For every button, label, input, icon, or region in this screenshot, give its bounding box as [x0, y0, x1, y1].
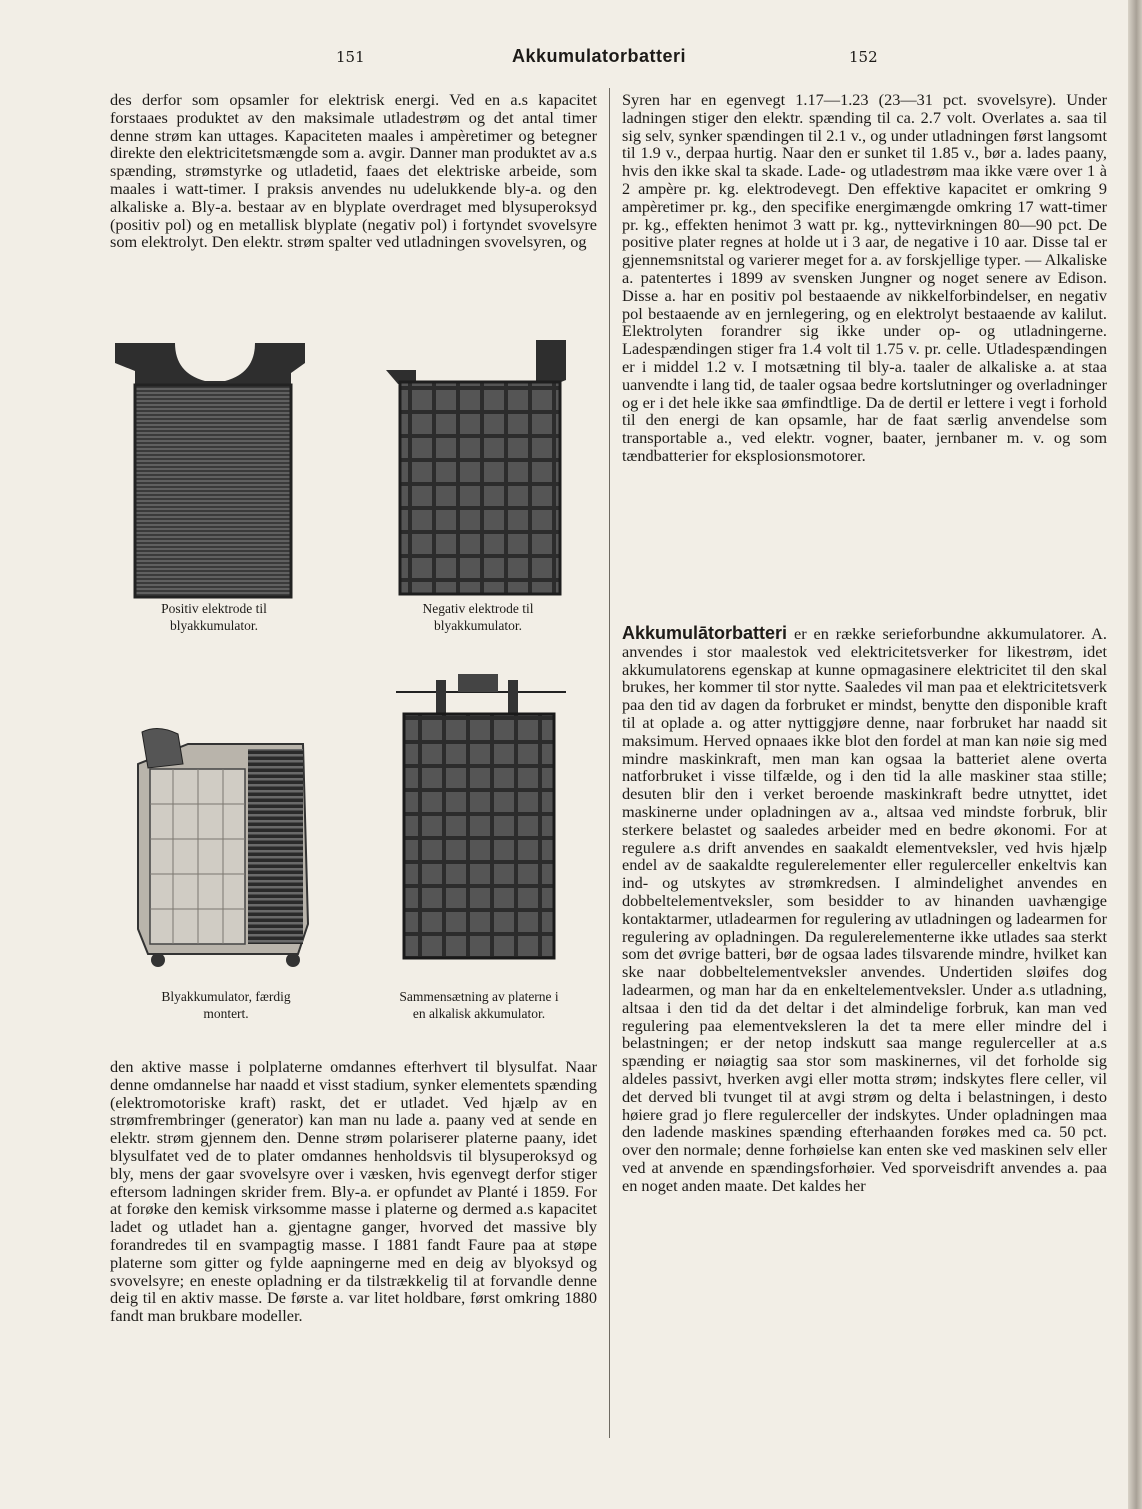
page-number-right: 152 [849, 48, 878, 66]
lead-accumulator-figure [128, 724, 328, 974]
positive-electrode-caption: Positiv elektrode til blyakkumulator. [161, 601, 267, 633]
running-title: Akkumulatorbatteri [512, 46, 687, 66]
entry-paragraph [622, 625, 1107, 1195]
alkaline-accumulator-figure [396, 670, 566, 960]
alkaline-accumulator-caption: Sammensætning av platerne i en alkalisk akkumulator. [399, 989, 559, 1021]
page-header [0, 46, 1142, 76]
entry-text: er en række serieforbundne akkumulatorer. A. anvendes i stor maalestok ved elektricitetsverker for likestrøm, idet akkumulatorens egenskap at kunne opmagasinere elektricitet til den skal brukes, her kommer til stor nytte. Saaledes vil man paa et elektricitetsverk paa den tid av dagen da forbruket er mindst, benytte den disponible kraft til at oplade a. og atter nyttiggjøre denne, naar forbruket har naadd sit maksimum. Herved opnaaes ikke blot den fordel at man kan nøie sig med mindre maskinkraft, men man kan ogsaa la batteriet alene overta natforbruket i visse tilfælde, og i den tid la alle maskiner staa stille; desuten blir den i verket beroende maskinkraft bedre utnyttet, idet maskinerne under opladningen av a., altsaa ved mindste forbruk, blir sterkere belastet og saaledes arbeider med en bedre økonomi. For at regulere a.s drift anvendes en saakaldt elementveksler, ved hvis hjælp endel av de saakaldte regulerelementer eller regulerceller enkeltvis kan ind- og utskytes av strømkredsen. I almindelighet anvendes en dobbeltelementveksler, som besidder to av hinanden uavhængige kontaktarmer, utladearmen for regulering av utladningen og ladearmen for regulering av opladningen. Da regulerelementerne ikke utlades saa sterkt som det øvrige batteri, bør de ogsaa lades tilsvarende mindre, hvilket kan ske naar dobbeltelementveksler anvendes. Undertiden sløifes dog ladearmen, og man har da en enkeltelementveksler. Under a.s utladning, altsaa i den tid da det deltar i det almindelige forbruk, kan man ved regulering paa elementveksleren la det ta mere eller mindre del i belastningen; er der netop indskutt saa mange regulerceller at a.s spænding er nøiagtig saa stor som maskinernes, vil det forholde sig aldeles passivt, hverken avgi eller motta strøm; indskytes flere celler, vil det derved bli tvunget til at avgi strøm og delta i belastningen, i desto høiere grad jo flere regulerceller der indskytes. Under opladningen maa den ladende maskines spænding efterhaanden forøkes med ca. 50 pct. over den normale; denne forhøielse kan enten ske ved maskinen selv eller ved at anvende en spændingsforhøier. Ved sporveisdrift anvendes a. paa en noget anden maate. Det kaldes her [622, 625, 1107, 1195]
left-column-top-text [110, 91, 597, 327]
lead-accumulator-caption: Blyakkumulator, færdig montert. [161, 989, 291, 1021]
entry-headword: Akkumulātorbatteri [622, 625, 788, 643]
entry-akkumulatorbatteri [622, 625, 1107, 1440]
negative-electrode-figure [386, 340, 572, 600]
positive-electrode-figure [115, 343, 315, 603]
paragraph: Syren har en egenvegt 1.17—1.23 (23—31 pct. svovelsyre). Under ladningen stiger den elektr. spænding til ca. 2.7 volt. Overlates a. saa til sig selv, synker spændingen til 2.1 v., og under utladningen først langsomt til 1.9 v., derpaa hurtig. Naar den er sunket til 1.85 v., bør a. lades paany, hvis den ikke skal ta skade. Lade- og utladestrøm maa ikke være over 1 à 2 ampère pr. kg. elektrodevegt. Den effektive kapacitet er omkring 9 ampèretimer pr. kg., den specifike energimængde omkring 17 watt-timer pr. kg., effekten henimot 3 watt pr. kg., nyttevirkningen 80—90 pct. De positive plater regnes at holde ut i 3 aar, de negative i 10 aar. Disse tal er gjennemsnitstal og varierer meget for a. av forskjellige typer. — Alkaliske a. patentertes i 1899 av svensken Jungner og noget senere av Edison. Disse a. har en positiv pol bestaaende av nikkelforbindelser, en negativ pol bestaaende av en jernlegering, og en elektrolyt bestaaende av kalilut. Elektrolyten forandrer sig ikke under op- og utladningerne. Ladespændingen stiger fra 1.4 volt til 1.75 v. pr. celle. Utladespændingen er i middel 1.2 v. I motsætning til bly-a. taaler de alkaliske a. at staa uanvendte i lang tid, de taaler ogsaa bedre kortslutninger og overladninger og er i det hele ikke saa ømfindtlige. Da de dertil er lettere i vegt i forhold til den energi de kan opsamle, har de faat særlig anvendelse som transportable a., ved elektr. vogner, baater, jernbaner m. v. og som tændbatterier for eksplosionsmotorer. [622, 91, 1107, 465]
left-column-bottom-text [110, 1058, 597, 1438]
paragraph: den aktive masse i polplaterne omdannes efterhvert til blysulfat. Naar denne omdannelse har naadd et visst stadium, synker elementets spænding (elektromotoriske kraft) raskt, det er utladet. Ved hjælp av en strømfrembringer (generator) kan man nu lade a. paany ved at sende en elektr. strøm gjennem den. Denne strøm polariserer platerne paany, idet blysulfatet ved de to plater omdannes henholdsvis til blysuperoksyd og bly, mens der gaar svovelsyre over i væsken, hvis egenvegt derfor stiger eftersom ladningen skrider frem. Bly-a. er opfundet av Planté i 1859. For at forøke den kemisk virksomme masse i platerne og dermed a.s kapacitet ladet og utladet han a. gjentagne ganger, hvorved det massive bly forandredes til en svampagtig masse. I 1881 fandt Faure paa at støpe platerne som gitter og fylde aapningerne med en deig av blyoksyd og svovelsyre; en eneste opladning er da tilstrækkelig til at forvandle denne deig til en aktiv masse. De første a. var litet holdbare, først omkring 1880 fandt man brukbare modeller. [110, 1058, 597, 1326]
negative-electrode-caption: Negativ elektrode til blyakkumulator. [422, 601, 534, 633]
page-number-left: 151 [336, 48, 365, 66]
page-edge [1128, 0, 1142, 1509]
right-column-text [622, 91, 1107, 624]
paragraph: des derfor som opsamler for elektrisk energi. Ved en a.s kapacitet forstaaes produktet av den maksimale utladestrøm og det antal timer denne strøm kan uttages. Kapaciteten maales i ampèretimer og betegner direkte den elektricitetsmængde som a. avgir. Danner man produktet av a.s spænding, strømstyrke og utladetid, faaes det elektriske arbeide, som maales i watt-timer. I praksis anvendes nu udelukkende bly-a. og den alkaliske a. Bly-a. bestaar av en blyplate overdraget med blysuperoksyd (positiv pol) og en metallisk blyplate (negativ pol) i fortyndet svovelsyre som elektrolyt. Den elektr. strøm spalter ved utladningen svovelsyren, og [110, 91, 597, 252]
column-divider [609, 88, 610, 1438]
